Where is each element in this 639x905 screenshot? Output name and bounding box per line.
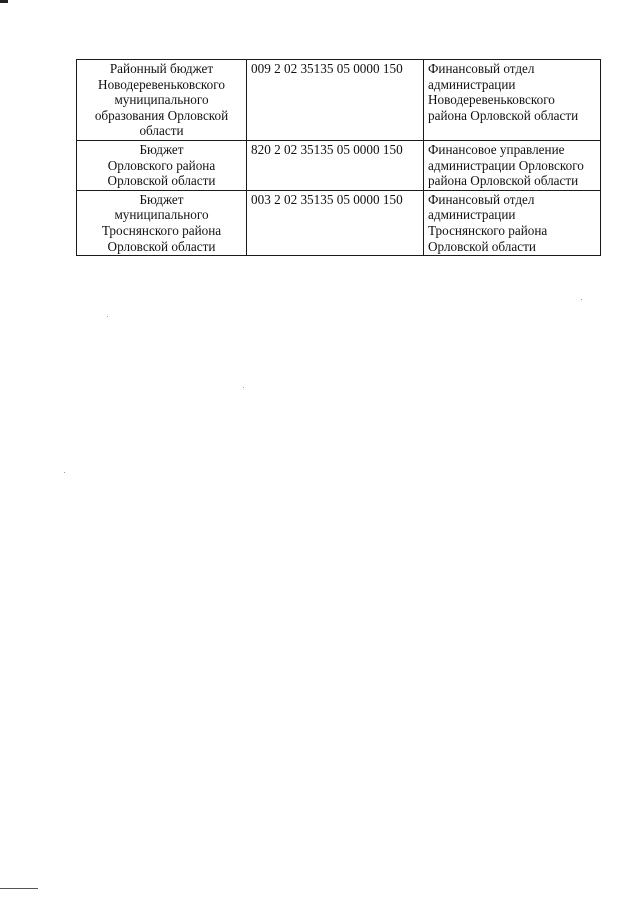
budget-line: Троснянского района (101, 222, 222, 238)
budget-line: Орловской области (107, 173, 216, 189)
administrator-cell (424, 60, 601, 141)
scan-speck (107, 316, 108, 317)
scan-speck (243, 387, 244, 388)
scan-speck (64, 472, 65, 473)
code-cell: 009 2 02 35135 05 0000 150 (247, 60, 424, 141)
scan-corner-mark (0, 0, 8, 3)
administrator-line: района Орловской области (428, 107, 579, 123)
budget-line: Орловского района (107, 157, 216, 173)
administrator-line: Орловской области (428, 238, 536, 254)
table-row (77, 140, 601, 190)
table-row (77, 60, 601, 141)
administrator-cell (424, 190, 601, 255)
budget-cell (77, 60, 247, 141)
budget-line: образования Орловской (94, 107, 229, 123)
administrator-cell (424, 140, 601, 190)
administrator-line: Финансовый отдел (428, 61, 535, 76)
administrator-line: администрации (428, 207, 516, 223)
budget-table (76, 59, 601, 256)
code-cell: 003 2 02 35135 05 0000 150 (247, 190, 424, 255)
administrator-line: Финансовое управление (428, 141, 565, 157)
budget-line: муниципального (114, 92, 209, 108)
administrator-line: Троснянского района (428, 222, 548, 238)
budget-line: Орловской области (107, 238, 216, 254)
administrator-line: администрации (428, 76, 516, 92)
budget-line: Бюджет (139, 141, 184, 157)
budget-cell (77, 140, 247, 190)
budget-line: муниципального (114, 207, 209, 223)
scan-speck (581, 299, 582, 300)
budget-line: Бюджет (139, 191, 184, 207)
code-cell: 820 2 02 35135 05 0000 150 (247, 140, 424, 190)
budget-line: Новодеревеньковского (98, 76, 225, 92)
budget-line: Районный бюджет (109, 61, 214, 76)
administrator-line: Новодеревеньковского (428, 92, 555, 108)
administrator-line: администрации Орловского (428, 157, 584, 173)
scan-edge-mark (0, 888, 38, 889)
administrator-line: Финансовый отдел (428, 191, 535, 207)
budget-cell (77, 190, 247, 255)
table-row (77, 190, 601, 255)
administrator-line: района Орловской области (428, 173, 579, 189)
budget-line: области (139, 123, 184, 139)
